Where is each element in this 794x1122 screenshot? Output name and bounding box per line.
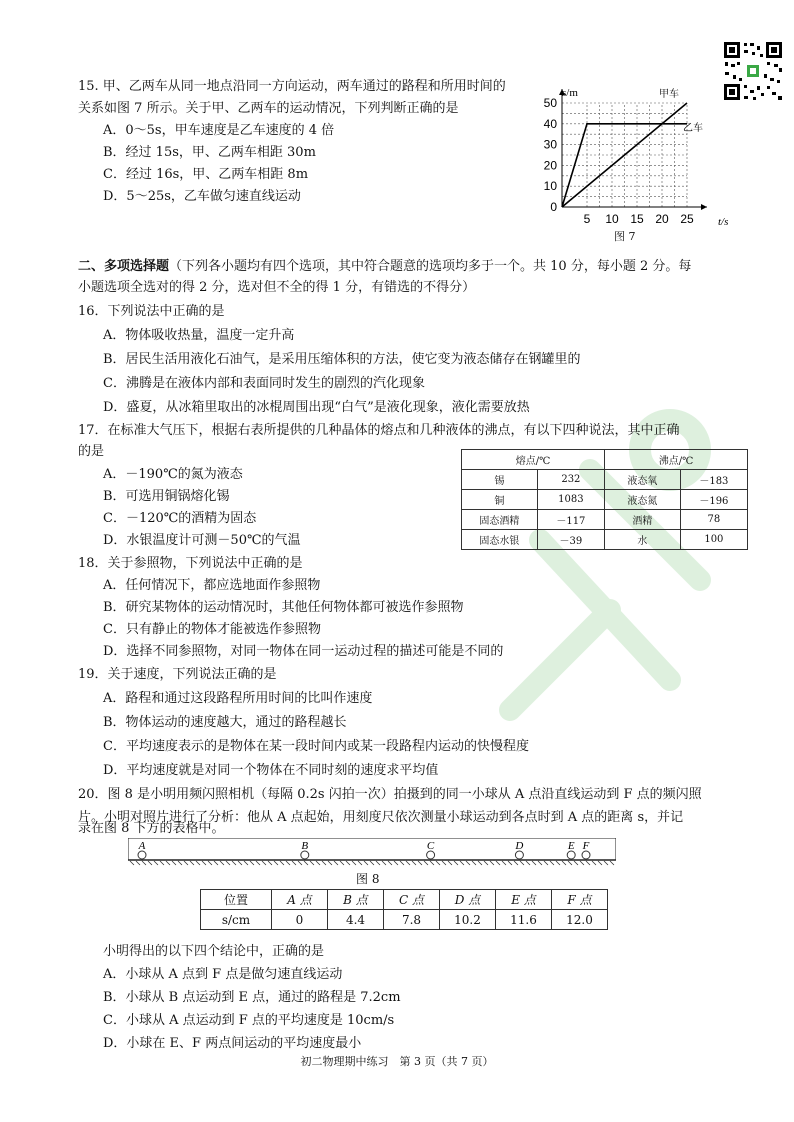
hatch-mark [148,861,152,865]
q15-option-b: B．经过 15s，甲、乙两车相距 30m [103,145,316,160]
q15-stem-line2: 关系如图 7 所示。关于甲、乙两车的运动情况，下列判断正确的是 [78,101,459,116]
position-distance-table [200,889,608,930]
section-2-header [78,258,691,276]
table-cell: 232 [537,470,604,490]
table-cell: C 点 [384,890,440,910]
hatch-mark [604,861,608,865]
table-cell: 11.6 [496,910,552,930]
hatch-mark [352,861,356,865]
q18-option-d: D．选择不同参照物，对同一物体在同一运动过程的描述可能是不同的 [103,644,504,659]
hatch-mark [424,861,428,865]
hatch-mark [478,861,482,865]
q16-stem: 16．下列说法中正确的是 [78,304,225,319]
hatch-mark [172,861,176,865]
q18-option-c: C．只有静止的物体才能被选作参照物 [103,622,321,637]
strobe-ball [515,851,523,859]
q16-option-c: C．沸腾是在液体内部和表面同时发生的剧烈的汽化现象 [103,376,425,391]
hatch-mark [304,861,308,865]
chart-xlabel: t/s [718,216,729,228]
table-cell: 10.2 [440,910,496,930]
hatch-mark [166,861,170,865]
q18-option-b: B．研究某物体的运动情况时，其他任何物体都可被选作参照物 [103,600,464,615]
hatch-mark [418,861,422,865]
q17-option-b: B．可选用铜锅熔化锡 [103,489,230,504]
figure-8-strobe-photo [128,838,616,870]
table-cell: 固态酒精 [462,510,538,530]
q20-option-c: C．小球从 A 点运动到 F 点的平均速度是 10cm/s [103,1013,395,1028]
hatch-mark [286,861,290,865]
hatch-mark [334,861,338,865]
q19-option-b: B．物体运动的速度越大，通过的路程越长 [103,715,347,730]
hatch-mark [376,861,380,865]
hatch-mark [508,861,512,865]
table-cell: 液态氧 [605,470,681,490]
x-tick-label: 15 [630,212,644,226]
table-cell: 4.4 [328,910,384,930]
table-cell: 酒精 [605,510,681,530]
hatch-mark [184,861,188,865]
x-tick-label: 25 [680,212,694,226]
table-cell: E 点 [496,890,552,910]
table-cell: 1083 [537,490,604,510]
table-cell: －196 [680,490,747,510]
hatch-mark [514,861,518,865]
hatch-mark [202,861,206,865]
hatch-mark [568,861,572,865]
hatch-mark [238,861,242,865]
hatch-mark [142,861,146,865]
hatch-mark [292,861,296,865]
figure-8-caption: 图 8 [356,872,380,886]
hatch-mark [298,861,302,865]
hatch-mark [496,861,500,865]
y-tick-label: 50 [543,96,557,110]
table-row [462,490,748,510]
q20-stem-line1: 20．图 8 是小明用频闪照相机（每隔 0.2s 闪拍一次）拍摄到的同一小球从 A 点沿直线运动到 F 点的频闪照 [78,787,702,802]
hatch-mark [448,861,452,865]
hatch-mark [244,861,248,865]
section-2-title: 二、多项选择题 [78,259,170,274]
table-cell: 78 [680,510,747,530]
hatch-mark [250,861,254,865]
table-cell: 7.8 [384,910,440,930]
table-header-melt: 熔点/℃ [462,450,605,470]
q16-option-a: A．物体吸收热量，温度一定升高 [103,328,295,343]
melting-boiling-table [461,449,748,550]
y-tick-label: 40 [543,116,557,131]
strobe-ball [567,851,575,859]
hatch-mark [196,861,200,865]
q18-option-a: A．任何情况下，都应选地面作参照物 [103,578,321,593]
point-label: D [515,840,524,852]
hatch-mark [310,861,314,865]
table-cell: 0 [272,910,328,930]
table-header-boil: 沸点/℃ [605,450,748,470]
hatch-mark [256,861,260,865]
section-2-desc-line1: （下列各小题均有四个选项，其中符合题意的选项均多于一个。共 10 分，每小题 2 分。每 [169,259,692,274]
point-label: A [138,840,146,852]
table-header-row [462,450,748,470]
q19-option-a: A．路程和通过这段路程所用时间的比叫作速度 [103,691,373,706]
hatch-mark [436,861,440,865]
table-cell: A 点 [272,890,328,910]
q17-stem-line1: 17．在标准大气压下，根据右表所提供的几种晶体的熔点和几种液体的沸点，有以下四种说法，其中正确 [78,423,680,438]
q20-stem-line3: 录在图 8 下方的表格中。 [78,821,225,836]
hatch-mark [268,861,272,865]
hatch-mark [370,861,374,865]
q16-option-b: B．居民生活用液化石油气，是采用压缩体积的方法，使它变为液态储存在钢罐里的 [103,352,581,367]
table-row-label: s/cm [201,910,272,930]
hatch-mark [214,861,218,865]
strobe-ball [301,851,309,859]
q20-option-a: A．小球从 A 点到 F 点是做匀速直线运动 [103,967,343,982]
hatch-mark [178,861,182,865]
hatch-mark [610,861,614,865]
hatch-mark [136,861,140,865]
hatch-mark [364,861,368,865]
hatch-mark [454,861,458,865]
q16-option-d: D．盛夏，从冰箱里取出的冰棍周围出现“白气”是液化现象，液化需要放热 [103,400,530,415]
section-2-desc-line2: 小题选项全选对的得 2 分，选对但不全的得 1 分，有错选的不得分） [78,280,476,295]
hatch-mark [430,861,434,865]
chart-series-label-jia: 甲车 [659,89,679,100]
y-tick-label: 20 [543,158,557,173]
hatch-mark [532,861,536,865]
point-label: B [301,840,309,852]
hatch-mark [562,861,566,865]
hatch-mark [442,861,446,865]
hatch-mark [580,861,584,865]
q15-option-c: C．经过 16s，甲、乙两车相距 8m [103,167,309,182]
hatch-mark [382,861,386,865]
q20-option-b: B．小球从 B 点运动到 E 点，通过的路程是 7.2cm [103,990,401,1005]
point-label: E [567,840,575,852]
q17-option-d: D．水银温度计可测－50℃的气温 [103,533,301,548]
q19-stem: 19．关于速度，下列说法正确的是 [78,667,277,682]
x-tick-label: 10 [605,212,619,226]
table-row [462,510,748,530]
q19-option-c: C．平均速度表示的是物体在某一段时间内或某一段路程内运动的快慢程度 [103,739,529,754]
hatch-mark [406,861,410,865]
q20-option-d: D．小球在 E、F 两点间运动的平均速度最小 [103,1036,362,1051]
hatch-mark [388,861,392,865]
hatch-mark [592,861,596,865]
q17-option-c: C．－120℃的酒精为固态 [103,511,257,526]
hatch-mark [586,861,590,865]
hatch-mark [544,861,548,865]
hatch-mark [400,861,404,865]
hatch-mark [160,861,164,865]
q15-stem-line1: 15. 甲、乙两车从同一地点沿同一方向运动，两车通过的路程和所用时间的 [78,79,506,94]
table-row [201,910,608,930]
point-label: F [582,840,590,852]
hatch-mark [460,861,464,865]
hatch-mark [220,861,224,865]
hatch-mark [316,861,320,865]
table-row [462,530,748,550]
table-header-label: 位置 [201,890,272,910]
hatch-mark [550,861,554,865]
hatch-mark [472,861,476,865]
page-footer: 初二物理期中练习 第 3 页（共 7 页） [300,1055,494,1068]
q17-stem-line2: 的是 [78,444,105,459]
figure-7-caption: 图 7 [614,230,636,243]
hatch-mark [226,861,230,865]
table-row [201,890,608,910]
hatch-mark [208,861,212,865]
strobe-ball [138,851,146,859]
table-cell: 液态氮 [605,490,681,510]
table-cell: 12.0 [552,910,608,930]
hatch-mark [322,861,326,865]
hatch-mark [412,861,416,865]
table-cell: 铜 [462,490,538,510]
table-cell: D 点 [440,890,496,910]
hatch-mark [190,861,194,865]
table-cell: F 点 [552,890,608,910]
table-cell: 固态水银 [462,530,538,550]
q20-conclusion: 小明得出的以下四个结论中，正确的是 [103,944,325,959]
table-cell: －117 [537,510,604,530]
x-tick-label: 20 [655,212,669,226]
strobe-ball [427,851,435,859]
hatch-mark [130,861,134,865]
q20-stem-line2: 片。小明对照片进行了分析：他从 A 点起始，用刻度尺依次测量小球运动到各点时到 A 点的距离 s，并记 [78,810,684,825]
y-tick-label: 0 [550,200,557,214]
hatch-mark [538,861,542,865]
q15-option-d: D．5～25s，乙车做匀速直线运动 [103,189,301,204]
y-tick-label: 10 [543,179,557,194]
hatch-mark [358,861,362,865]
hatch-mark [328,861,332,865]
table-cell: 水 [605,530,681,550]
chart-series-label-yi: 乙车 [683,123,703,134]
q19-option-d: D．平均速度就是对同一个物体在不同时刻的速度求平均值 [103,763,439,778]
hatch-mark [274,861,278,865]
x-tick-label: 5 [583,212,591,226]
hatch-mark [346,861,350,865]
q15-option-a: A．0～5s，甲车速度是乙车速度的 4 倍 [103,123,335,138]
hatch-mark [466,861,470,865]
table-cell: 100 [680,530,747,550]
hatch-mark [520,861,524,865]
q17-option-a: A．－190℃的氮为液态 [103,467,243,482]
hatch-mark [598,861,602,865]
table-cell: 锡 [462,470,538,490]
hatch-mark [490,861,494,865]
hatch-mark [574,861,578,865]
strobe-ball [582,851,590,859]
table-cell: B 点 [328,890,384,910]
chart-ylabel: s/m [562,87,578,99]
figure-7-chart [532,82,742,244]
point-label: C [426,840,435,852]
hatch-mark [280,861,284,865]
hatch-mark [394,861,398,865]
hatch-mark [154,861,158,865]
ground-hatching [130,861,614,865]
hatch-mark [556,861,560,865]
hatch-mark [484,861,488,865]
y-tick-label: 30 [543,137,557,152]
hatch-mark [526,861,530,865]
hatch-mark [502,861,506,865]
table-cell: －183 [680,470,747,490]
table-row [462,470,748,490]
x-axis-arrow [701,204,707,210]
hatch-mark [232,861,236,865]
hatch-mark [262,861,266,865]
hatch-mark [340,861,344,865]
q18-stem: 18．关于参照物，下列说法中正确的是 [78,556,303,571]
table-cell: －39 [537,530,604,550]
